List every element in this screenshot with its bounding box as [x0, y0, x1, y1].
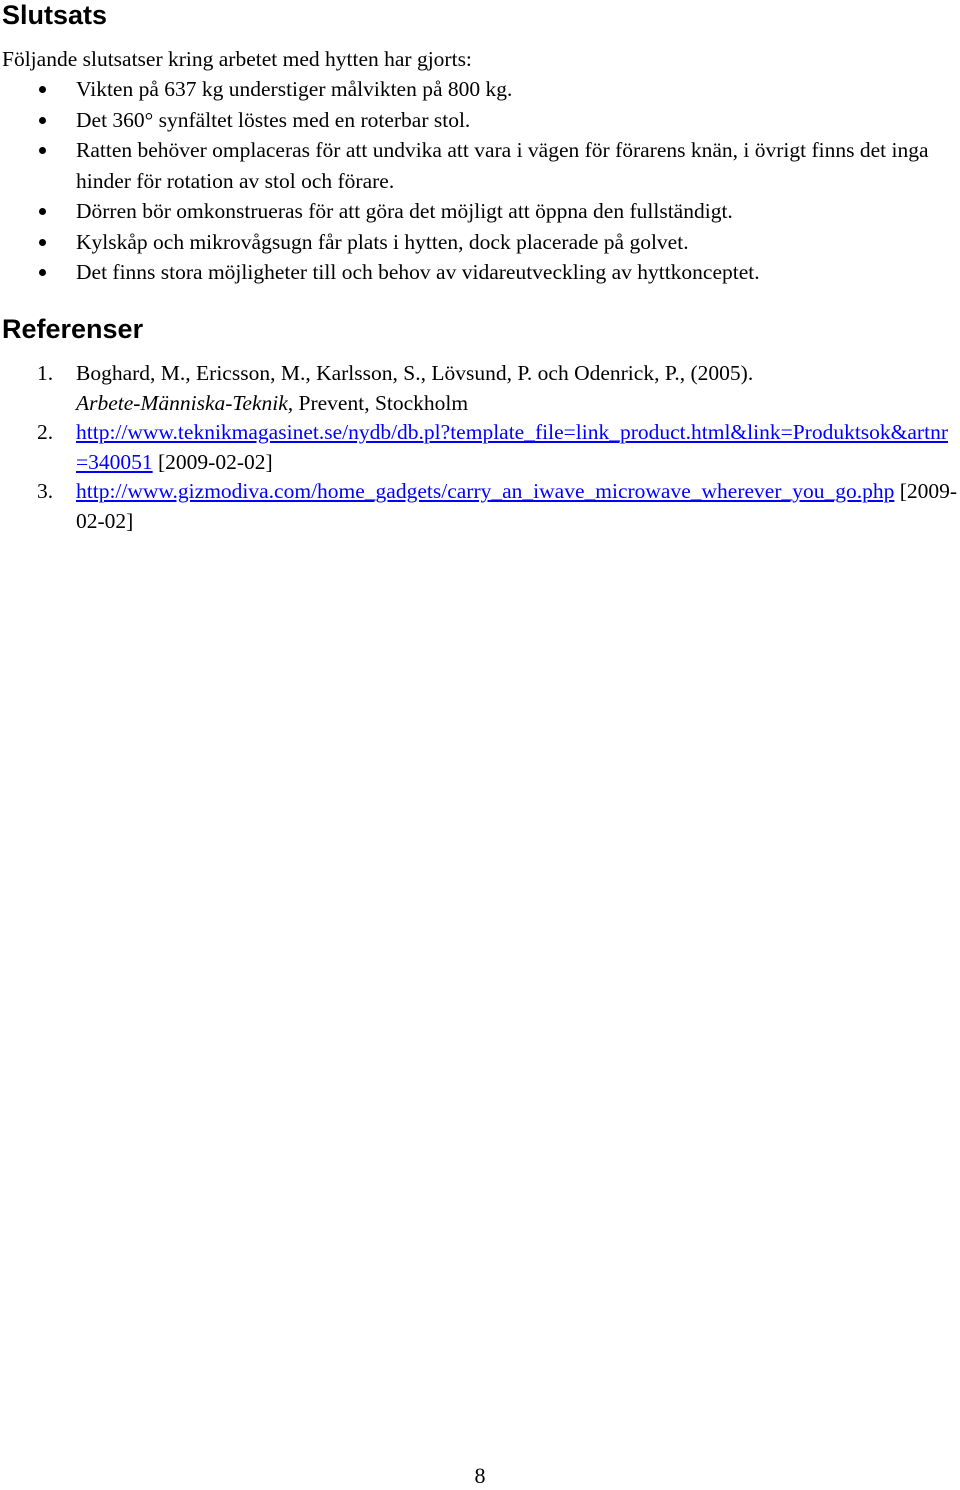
list-item-text: Kylskåp och mikrovågsugn får plats i hytten, dock placerade på golvet.	[76, 229, 689, 254]
reference-link[interactable]: http://www.gizmodiva.com/home_gadgets/carry_an_iwave_microwave_wherever_you_go.php	[76, 479, 895, 503]
list-item-text: Det finns stora möjligheter till och behov av vidareutveckling av hyttkonceptet.	[76, 260, 760, 284]
section-heading-referenser: Referenser	[2, 314, 144, 344]
reference-publisher: Prevent, Stockholm	[293, 390, 469, 415]
bullet-icon	[39, 86, 46, 93]
reference-number: 1.	[37, 361, 54, 385]
list-item	[0, 227, 960, 258]
page-number: 8	[474, 1463, 486, 1488]
reference-link[interactable]: http://www.teknikmagasinet.se/nydb/db.pl?template_file=link_product.html&link=Produktsok&artnr=340051	[76, 420, 948, 474]
conclusions-list	[0, 74, 960, 288]
list-item	[0, 105, 960, 136]
reference-number: 2.	[37, 420, 54, 444]
bullet-icon	[39, 269, 46, 276]
reference-item	[0, 359, 960, 418]
reference-item	[0, 477, 960, 536]
list-item	[0, 74, 960, 105]
list-item-text: Det 360° synfältet löstes med en roterbar stol.	[76, 107, 471, 132]
reference-date: [2009-02-02]	[76, 479, 958, 533]
intro-text: Följande slutsatser kring arbetet med hytten har gjorts:	[2, 47, 472, 71]
bullet-icon	[39, 117, 46, 124]
section-heading-slutsats: Slutsats	[2, 0, 108, 30]
list-item-text: Ratten behöver omplaceras för att undvika att vara i vägen för förarens knän, i övrigt finns det inga hinder för rotation av stol och förare.	[76, 138, 929, 193]
list-item	[0, 135, 960, 196]
reference-authors: Boghard, M., Ericsson, M., Karlsson, S., Lövsund, P. och Odenrick, P., (2005).	[76, 361, 754, 385]
list-item	[0, 257, 960, 288]
bullet-icon	[39, 147, 46, 154]
bullet-icon	[39, 239, 46, 246]
list-item-text: Vikten på 637 kg understiger målvikten på 800 kg.	[76, 77, 513, 101]
bullet-icon	[39, 208, 46, 215]
reference-item	[0, 418, 960, 477]
list-item	[0, 196, 960, 227]
references-list	[0, 359, 960, 536]
reference-title: Arbete-Människa-Teknik,	[76, 390, 294, 415]
reference-date: [2009-02-02]	[152, 449, 273, 474]
reference-number: 3.	[37, 479, 54, 503]
list-item-text: Dörren bör omkonstrueras för att göra det möjligt att öppna den fullständigt.	[76, 199, 733, 223]
